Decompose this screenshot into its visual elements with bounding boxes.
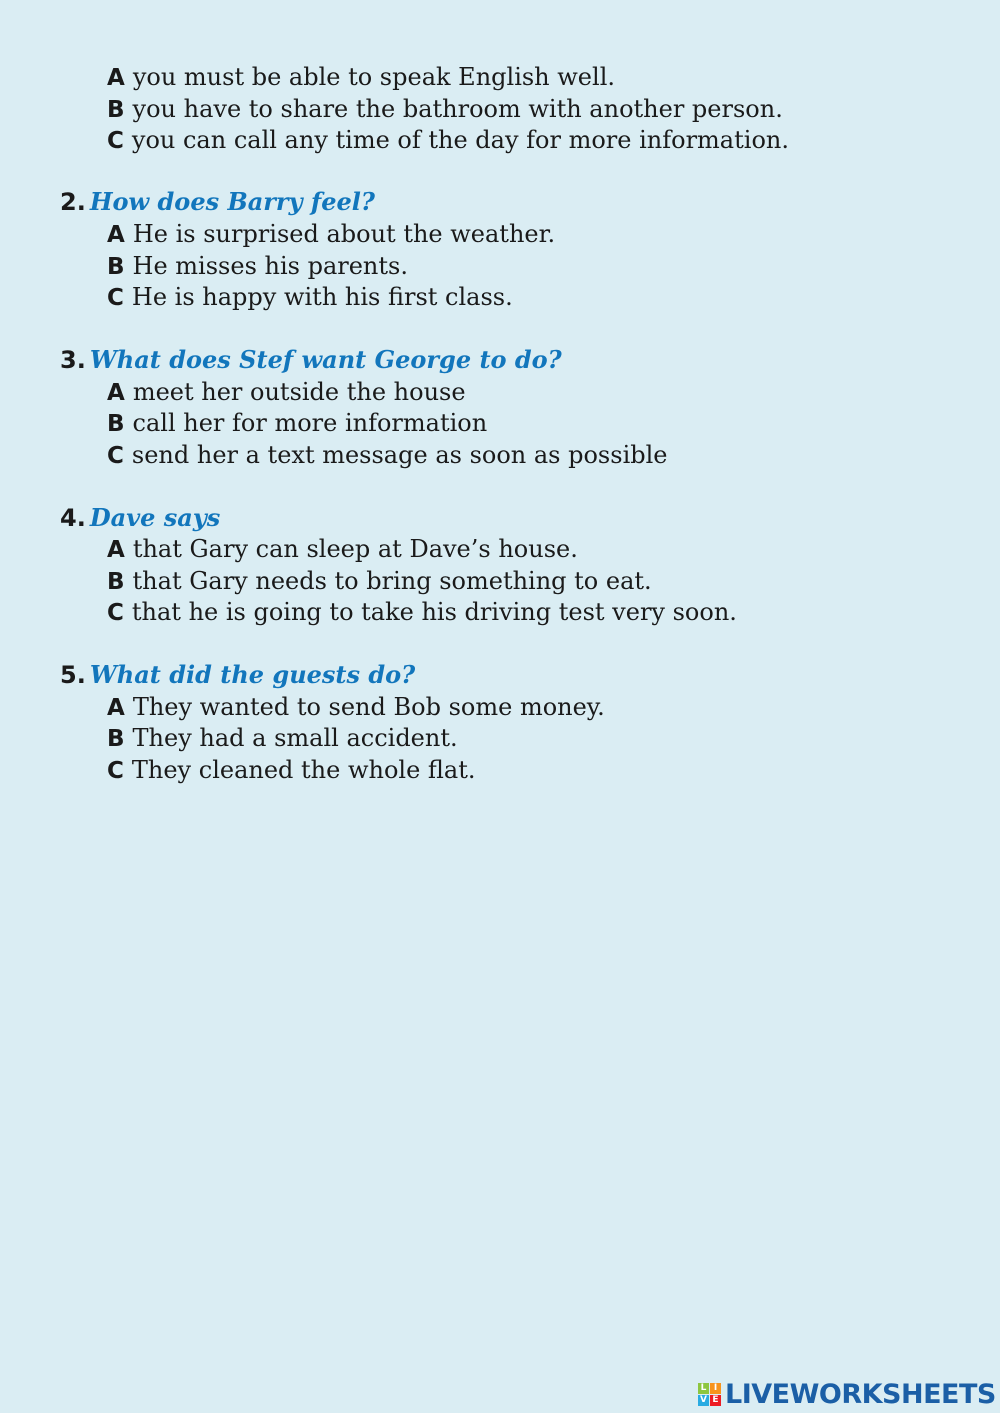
option-text: They cleaned the whole flat. bbox=[131, 756, 476, 784]
question-text: How does Barry feel? bbox=[89, 187, 375, 216]
option-letter: B bbox=[107, 254, 125, 280]
option-letter: C bbox=[107, 128, 124, 154]
option-text: that Gary needs to bring something to eat. bbox=[132, 567, 652, 595]
option-text: meet her outside the house bbox=[132, 378, 466, 406]
option-text: They had a small accident. bbox=[132, 724, 458, 752]
option-2a[interactable] bbox=[107, 218, 555, 250]
option-5b[interactable] bbox=[107, 722, 458, 754]
logo-text: LIVEWORKSHEETS bbox=[725, 1378, 996, 1410]
option-letter: A bbox=[107, 695, 125, 721]
option-3a[interactable] bbox=[107, 376, 466, 408]
option-2c[interactable] bbox=[107, 281, 513, 313]
option-text: you can call any time of the day for more information. bbox=[131, 126, 789, 154]
option-3c[interactable] bbox=[107, 439, 667, 471]
question-text: What did the guests do? bbox=[89, 660, 416, 689]
option-1a[interactable] bbox=[107, 61, 615, 93]
logo-mark-cell: I bbox=[710, 1383, 721, 1394]
option-text: call her for more information bbox=[132, 409, 488, 437]
option-text: He is surprised about the weather. bbox=[132, 220, 556, 248]
option-text: They wanted to send Bob some money. bbox=[132, 693, 605, 721]
option-4a[interactable] bbox=[107, 533, 578, 565]
question-number: 5. bbox=[60, 661, 86, 689]
option-letter: B bbox=[107, 97, 125, 123]
option-4c[interactable] bbox=[107, 596, 737, 628]
question-text: What does Stef want George to do? bbox=[89, 345, 562, 374]
logo-mark-cell: E bbox=[710, 1395, 721, 1406]
option-letter: C bbox=[107, 758, 124, 784]
option-text: you must be able to speak English well. bbox=[132, 63, 615, 91]
option-letter: A bbox=[107, 222, 125, 248]
option-letter: A bbox=[107, 380, 125, 406]
question-number: 3. bbox=[60, 346, 86, 374]
option-1b[interactable] bbox=[107, 93, 783, 125]
logo-mark-cell: V bbox=[698, 1395, 709, 1406]
option-letter: B bbox=[107, 411, 125, 437]
option-text: He misses his parents. bbox=[132, 252, 408, 280]
option-2b[interactable] bbox=[107, 250, 408, 282]
option-text: that Gary can sleep at Dave’s house. bbox=[132, 535, 578, 563]
option-text: you have to share the bathroom with another person. bbox=[132, 95, 783, 123]
option-letter: A bbox=[107, 537, 125, 563]
question-heading bbox=[60, 344, 562, 376]
option-5a[interactable] bbox=[107, 691, 605, 723]
option-3b[interactable] bbox=[107, 407, 487, 439]
option-text: that he is going to take his driving test very soon. bbox=[131, 598, 737, 626]
option-1c[interactable] bbox=[107, 124, 789, 156]
liveworksheets-logo[interactable] bbox=[698, 1378, 996, 1410]
question-heading bbox=[60, 186, 375, 218]
logo-mark-cell: L bbox=[698, 1383, 709, 1394]
question-number: 4. bbox=[60, 504, 86, 532]
option-4b[interactable] bbox=[107, 565, 652, 597]
option-letter: C bbox=[107, 600, 124, 626]
option-letter: B bbox=[107, 726, 125, 752]
logo-mark-icon bbox=[698, 1383, 721, 1406]
question-number: 2. bbox=[60, 188, 86, 216]
option-text: He is happy with his first class. bbox=[131, 283, 513, 311]
option-letter: B bbox=[107, 569, 125, 595]
option-text: send her a text message as soon as possible bbox=[131, 441, 668, 469]
question-heading bbox=[60, 502, 220, 534]
question-text: Dave says bbox=[89, 503, 221, 532]
question-heading bbox=[60, 659, 415, 691]
option-letter: C bbox=[107, 285, 124, 311]
option-letter: A bbox=[107, 65, 125, 91]
option-letter: C bbox=[107, 443, 124, 469]
option-5c[interactable] bbox=[107, 754, 476, 786]
